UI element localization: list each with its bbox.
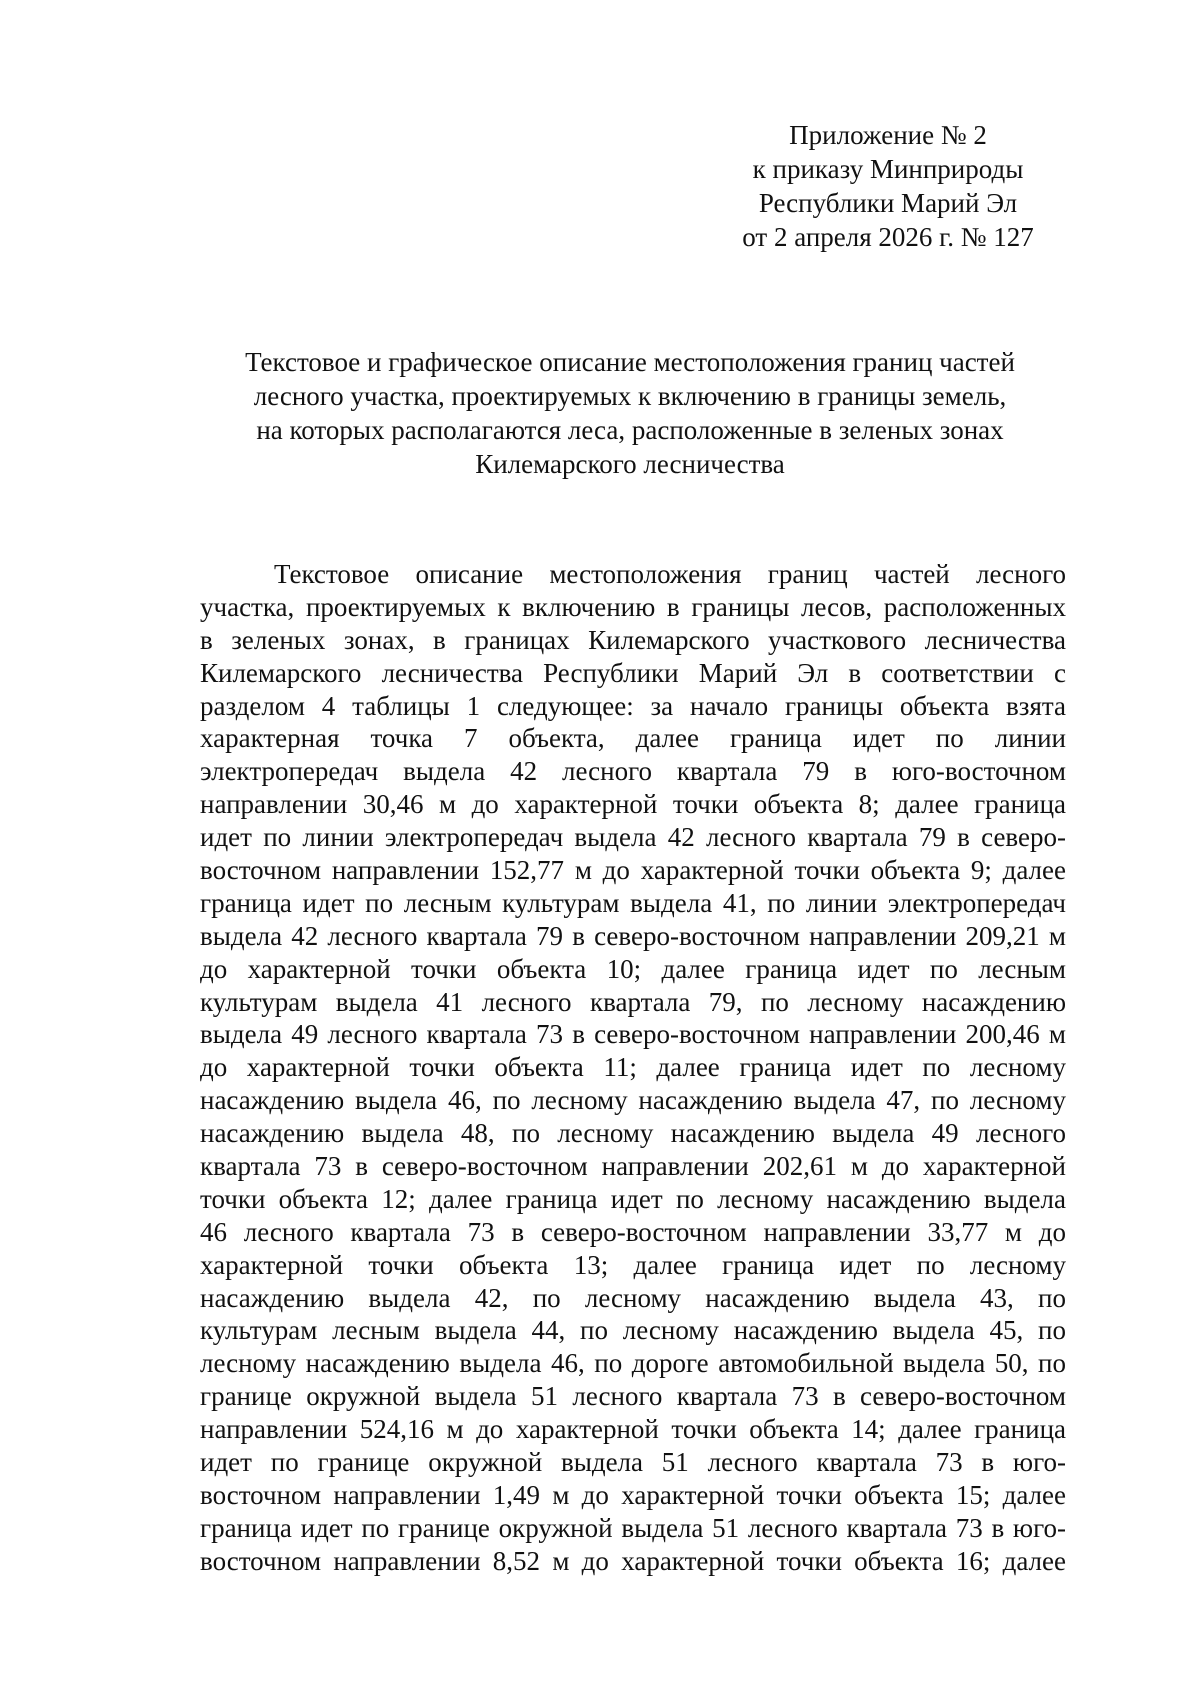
body-line: выдела 42 лесного квартала 79 в северо-восточном направлении 209,21 м: [200, 920, 1066, 951]
body-line: квартала 73 в северо-восточном направлении 202,61 м до характерной: [200, 1151, 1066, 1182]
body-line: Текстовое описание местоположения границ частей лесного: [274, 559, 1066, 589]
body-line: лесному насаждению выдела 46, по дороге автомобильной выдела 50, по: [200, 1348, 1066, 1379]
document-title: [200, 345, 1060, 481]
body-paragraph: [200, 558, 1066, 1578]
body-line: культурам выдела 41 лесного квартала 79, по лесному насаждению: [200, 986, 1066, 1017]
body-line: разделом 4 таблицы 1 следующее: за начало границы объекта взята: [200, 690, 1066, 721]
appendix-header: [718, 118, 1058, 254]
body-line: до характерной точки объекта 11; далее граница идет по лесному: [200, 1052, 1066, 1083]
body-line: культурам лесным выдела 44, по лесному насаждению выдела 45, по: [200, 1315, 1066, 1346]
body-line: электропередач выдела 42 лесного квартала 79 в юго-восточном: [200, 756, 1066, 787]
body-line: направлении 524,16 м до характерной точки объекта 14; далее граница: [200, 1414, 1066, 1445]
appendix-number: Приложение № 2: [789, 120, 987, 150]
body-line: граница идет по границе окружной выдела 51 лесного квартала 73 в юго-: [200, 1512, 1066, 1543]
body-line: в зеленых зонах, в границах Килемарского участкового лесничества: [200, 624, 1066, 655]
body-line: 46 лесного квартала 73 в северо-восточном направлении 33,77 м до: [200, 1216, 1066, 1247]
body-line: до характерной точки объекта 10; далее граница идет по лесным: [200, 953, 1066, 984]
appendix-order-ref: к приказу Минприроды: [752, 154, 1024, 184]
body-line: восточном направлении 8,52 м до характерной точки объекта 16; далее: [200, 1545, 1066, 1576]
body-line: восточном направлении 1,49 м до характерной точки объекта 15; далее: [200, 1479, 1066, 1510]
body-line: насаждению выдела 46, по лесному насаждению выдела 47, по лесному: [200, 1085, 1066, 1116]
body-line: характерная точка 7 объекта, далее граница идет по линии: [200, 723, 1066, 754]
body-line: восточном направлении 152,77 м до характерной точки объекта 9; далее: [200, 855, 1066, 886]
body-line: идет по линии электропередач выдела 42 лесного квартала 79 в северо-: [200, 822, 1066, 853]
appendix-republic: Республики Марий Эл: [758, 188, 1018, 218]
body-line: участка, проектируемых к включению в границы лесов, расположенных: [200, 591, 1066, 622]
title-line: Килемарского лесничества: [475, 449, 785, 479]
body-line: выдела 49 лесного квартала 73 в северо-восточном направлении 200,46 м: [200, 1019, 1066, 1050]
title-line: Текстовое и графическое описание местоположения границ частей: [245, 347, 1015, 377]
title-line: лесного участка, проектируемых к включению в границы земель,: [253, 381, 1007, 411]
body-line: направлении 30,46 м до характерной точки объекта 8; далее граница: [200, 789, 1066, 820]
body-line: границе окружной выдела 51 лесного квартала 73 в северо-восточном: [200, 1381, 1066, 1412]
body-line: насаждению выдела 48, по лесному насаждению выдела 49 лесного: [200, 1118, 1066, 1149]
body-line: насаждению выдела 42, по лесному насаждению выдела 43, по: [200, 1282, 1066, 1313]
body-line: точки объекта 12; далее граница идет по лесному насаждению выдела: [200, 1183, 1066, 1214]
body-line: граница идет по лесным культурам выдела 41, по линии электропередач: [200, 887, 1066, 918]
body-line: идет по границе окружной выдела 51 лесного квартала 73 в юго-: [200, 1447, 1066, 1478]
appendix-date: от 2 апреля 2026 г. № 127: [742, 222, 1034, 252]
body-line: Килемарского лесничества Республики Марий Эл в соответствии с: [200, 657, 1066, 688]
body-line: характерной точки объекта 13; далее граница идет по лесному: [200, 1249, 1066, 1280]
title-line: на которых располагаются леса, расположенные в зеленых зонах: [256, 415, 1004, 445]
